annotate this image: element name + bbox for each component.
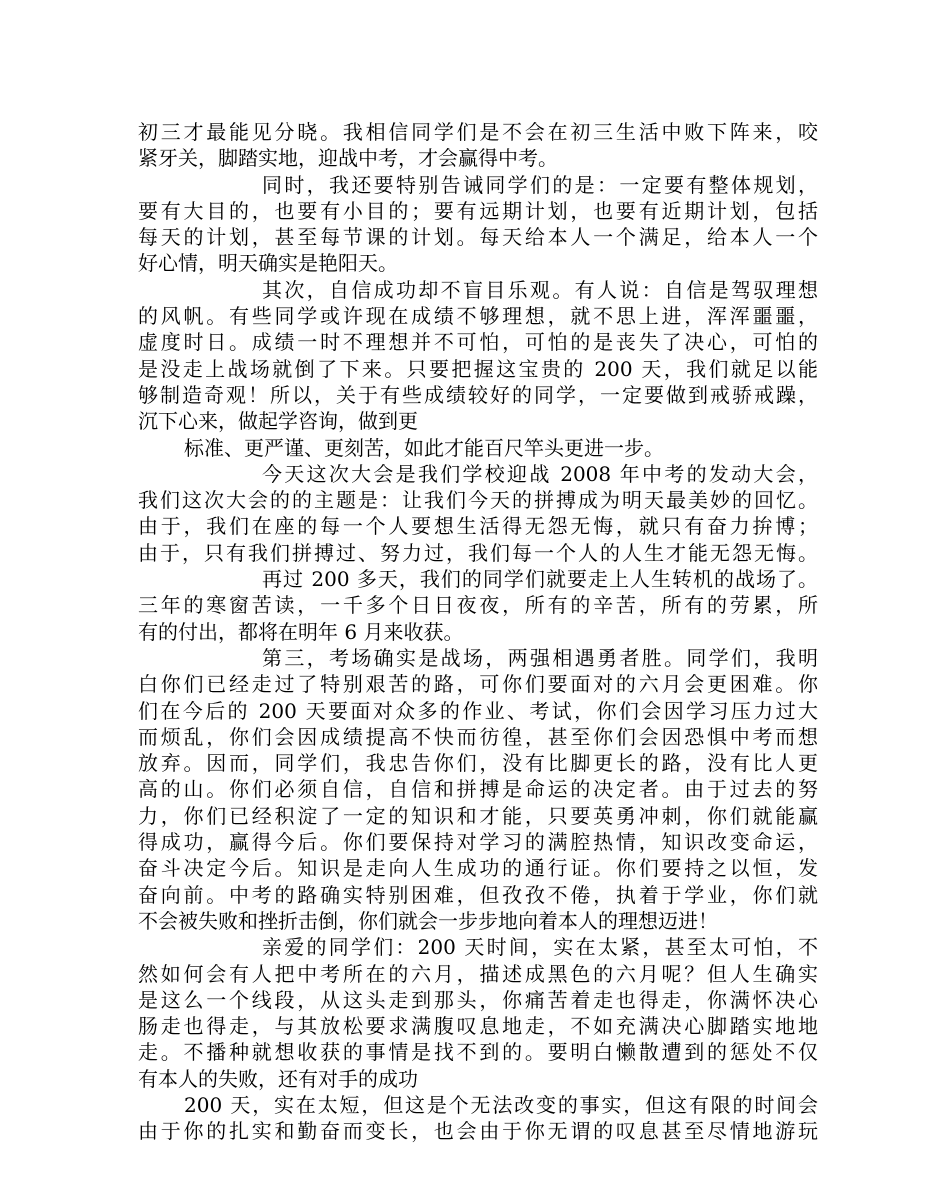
text-line: 是没走上战场就倒了下来。只要把握这宝贵的 200 天，我们就足以能: [138, 356, 818, 381]
text-line: 有本人的失败，还有对手的成功: [138, 1066, 418, 1091]
text-line: 第三，考场确实是战场，两强相遇勇者胜。同学们，我明: [262, 645, 818, 670]
text-line: 够制造奇观！所以，关于有些成绩较好的同学，一定要做到戒骄戒躁，: [138, 382, 818, 407]
text-line: 由于你的扎实和勤奋而变长，也会由于你无谓的叹息甚至尽情地游玩: [138, 1119, 818, 1144]
text-line: 其次，自信成功却不盲目乐观。有人说：自信是驾驭理想: [262, 277, 818, 302]
body-text: [138, 119, 818, 1145]
text-line: 由于，只有我们拼搏过、努力过，我们每一个人的人生才能无怨无悔。: [138, 540, 818, 565]
text-line: 肠走也得走，与其放松要求满腹叹息地走，不如充满决心脚踏实地地: [138, 1014, 818, 1039]
text-line: 奋斗决定今后。知识是走向人生成功的通行证。你们要持之以恒，发: [138, 856, 818, 881]
text-line: 今天这次大会是我们学校迎战 2008 年中考的发动大会，: [262, 461, 818, 486]
text-line: 高的山。你们必须自信，自信和拼搏是命运的决定者。由于过去的努: [138, 777, 818, 802]
text-line: 白你们已经走过了特别艰苦的路，可你们要面对的六月会更困难。你: [138, 672, 818, 697]
text-line: 亲爱的同学们：200 天时间，实在太紧，甚至太可怕，不: [262, 935, 818, 960]
text-line: 再过 200 多天，我们的同学们就要走上人生转机的战场了。: [262, 567, 818, 592]
text-line: 有的付出，都将在明年 6 月来收获。: [138, 619, 464, 644]
text-line: 是这么一个线段，从这头走到那头，你痛苦着走也得走，你满怀决心: [138, 987, 818, 1012]
text-line: 沉下心来，做起学咨询，做到更: [138, 409, 418, 434]
text-line: 不会被失败和挫折击倒，你们就会一步步地向着本人的理想迈进！: [138, 908, 718, 933]
text-line: 然如何会有人把中考所在的六月，描述成黑色的六月呢？但人生确实: [138, 961, 818, 986]
text-line: 虚度时日。成绩一时不理想并不可怕，可怕的是丧失了决心，可怕的: [138, 330, 818, 355]
text-line: 们在今后的 200 天要面对众多的作业、考试，你们会因学习压力过大: [138, 698, 818, 723]
text-line: 的风帆。有些同学或许现在成绩不够理想，就不思上进，浑浑噩噩，: [138, 304, 818, 329]
text-line: 每天的计划，甚至每节课的计划。每天给本人一个满足，给本人一个: [138, 225, 818, 250]
text-line: 走。不播种就想收获的事情是找不到的。要明白懒散遭到的惩处不仅: [138, 1040, 818, 1065]
text-line: 我们这次大会的的主题是：让我们今天的拼搏成为明天最美妙的回忆。: [138, 488, 818, 513]
text-line: 标准、更严谨、更刻苦，如此才能百尺竿头更进一步。: [184, 435, 664, 460]
text-line: 三年的寒窗苦读，一千多个日日夜夜，所有的辛苦，所有的劳累，所: [138, 593, 818, 618]
text-line: 得成功，赢得今后。你们要保持对学习的满腔热情，知识改变命运，: [138, 830, 818, 855]
text-line: 放弃。因而，同学们，我忠告你们，没有比脚更长的路，没有比人更: [138, 751, 818, 776]
text-line: 力，你们已经积淀了一定的知识和才能，只要英勇冲刺，你们就能赢: [138, 803, 818, 828]
text-line: 紧牙关，脚踏实地，迎战中考，才会赢得中考。: [138, 146, 558, 171]
text-line: 同时，我还要特别告诫同学们的是：一定要有整体规划，: [262, 172, 818, 197]
text-line: 好心情，明天确实是艳阳天。: [138, 251, 398, 276]
text-line: 由于，我们在座的每一个人要想生活得无怨无悔，就只有奋力拚博；: [138, 514, 818, 539]
text-line: 初三才最能见分晓。我相信同学们是不会在初三生活中败下阵来，咬: [138, 120, 818, 144]
text-line: 而烦乱，你们会因成绩提高不快而彷徨，甚至你们会因恐惧中考而想: [138, 724, 818, 749]
text-line: 200 天，实在太短，但这是个无法改变的事实，但这有限的时间会: [184, 1092, 818, 1117]
text-line: 奋向前。中考的路确实特别困难，但孜孜不倦，执着于学业，你们就: [138, 882, 818, 907]
text-line: 要有大目的，也要有小目的；要有远期计划，也要有近期计划，包括: [138, 198, 818, 223]
